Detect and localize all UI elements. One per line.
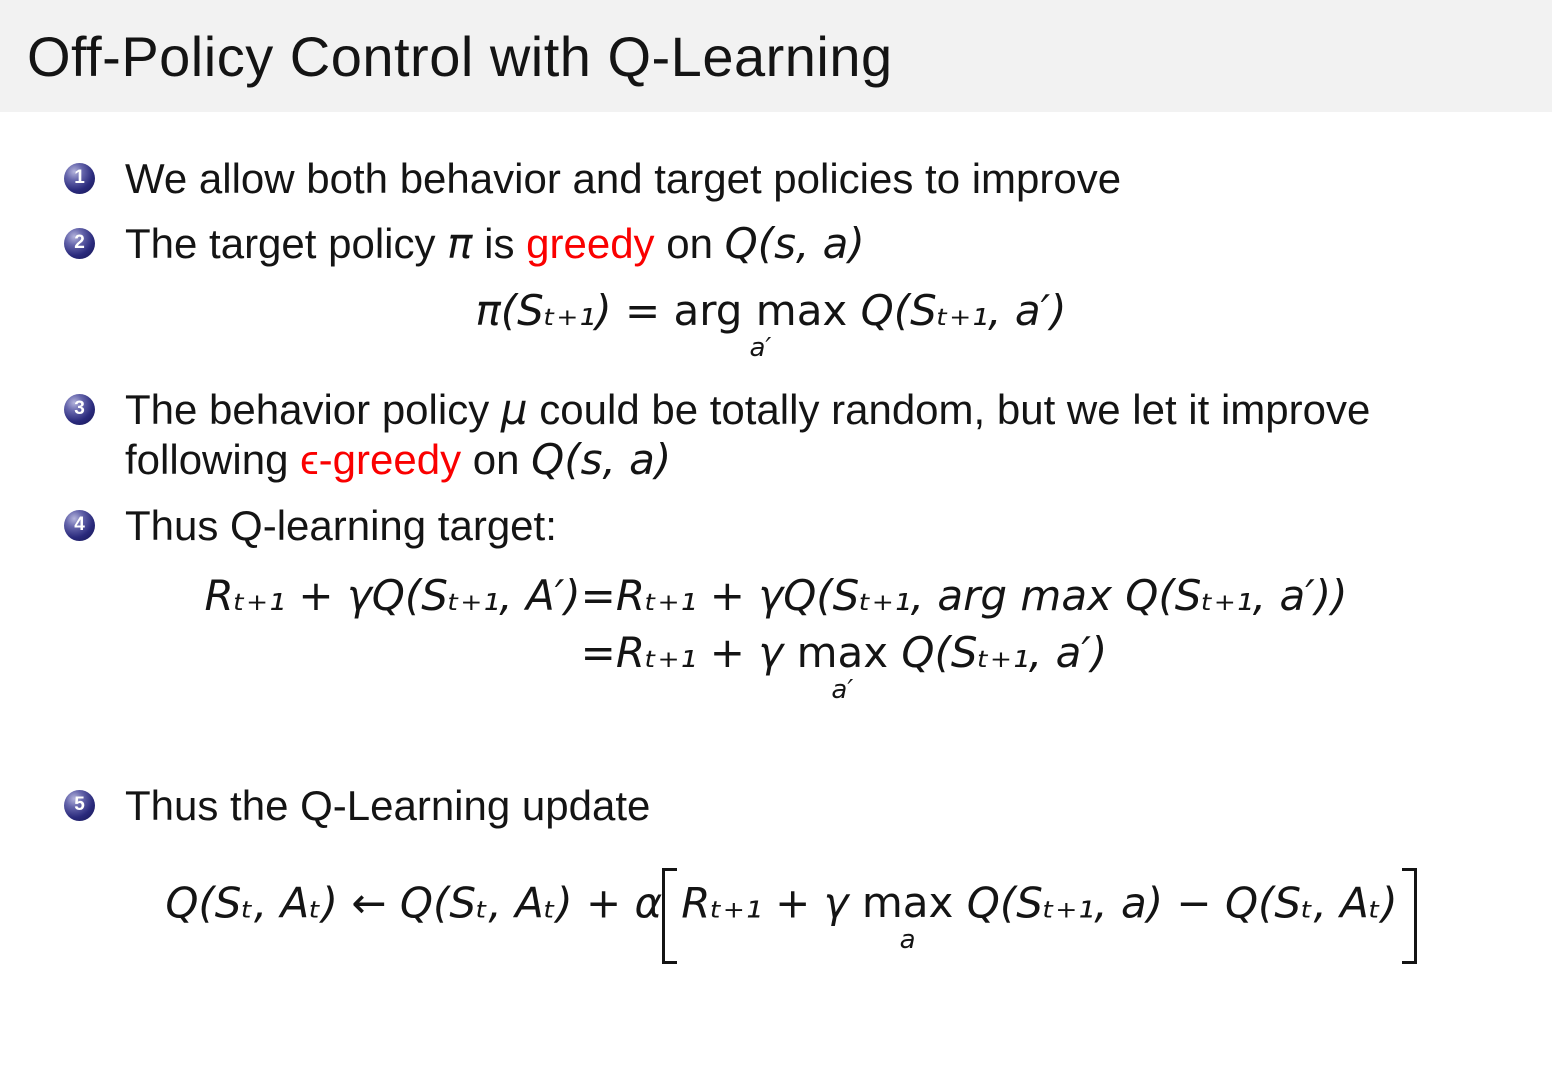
item-1-text: We allow both behavior and target policies to improve	[125, 155, 1122, 202]
greedy-highlight: greedy	[526, 220, 655, 268]
item-5-text: Thus the Q-Learning update	[125, 782, 651, 830]
target-row1-lhs: Rₜ₊₁ + γQ(Sₜ₊₁, A′)	[204, 571, 581, 621]
bullet-5-badge: 5	[64, 790, 95, 821]
item-3-text	[125, 385, 1518, 486]
argmax-operator	[673, 285, 848, 363]
target-row1-rhs: =Rₜ₊₁ + γQ(Sₜ₊₁, arg max Q(Sₜ₊₁, a′))	[580, 571, 1348, 621]
max-operator	[796, 628, 889, 706]
item-3-line2-mid: on	[461, 436, 532, 484]
update-inner-pre: Rₜ₊₁ + γ	[681, 878, 862, 928]
q-update-equation	[64, 858, 1518, 954]
list-item-2	[64, 219, 1518, 269]
eq1-lhs: π(Sₜ₊₁) =	[475, 285, 674, 335]
mu-symbol: μ	[500, 384, 528, 434]
item-2-text-after: on	[654, 220, 725, 268]
vertical-spacer	[64, 703, 1518, 781]
max-label-update: max	[861, 878, 954, 928]
item-3-line2-before: following	[125, 436, 301, 484]
item-3-line1-after: could be totally random, but we let it improve	[527, 385, 1371, 433]
argmax-label: arg max	[673, 285, 848, 335]
slide-title: Off-Policy Control with Q-Learning	[27, 24, 893, 88]
eq1-rhs: Q(Sₜ₊₁, a′)	[847, 285, 1067, 335]
item-2-text	[125, 219, 1518, 269]
item-4-text: Thus Q-learning target:	[125, 501, 557, 549]
title-bar	[0, 0, 1552, 112]
greedy-policy-equation	[64, 286, 1478, 361]
q-sa-expression: Q(s, a)	[724, 219, 865, 269]
list-item-3	[64, 385, 1518, 486]
pi-symbol: π	[447, 219, 473, 269]
list-item-5	[64, 781, 1518, 831]
max-subscript: a′	[831, 675, 854, 706]
max-subscript-update: a	[899, 925, 916, 956]
bullet-3-badge: 3	[64, 394, 95, 425]
argmax-subscript: a′	[749, 332, 772, 363]
item-2-text-mid: is	[472, 220, 527, 268]
update-inner-post: Q(Sₜ₊₁, a) − Q(Sₜ, Aₜ)	[953, 878, 1398, 928]
update-lhs: Q(Sₜ, Aₜ) ← Q(Sₜ, Aₜ) + α	[165, 878, 663, 928]
left-bracket	[662, 868, 677, 964]
bullet-2-badge: 2	[64, 228, 95, 259]
q-target-equation	[64, 571, 1488, 706]
epsilon-greedy-highlight: ϵ-greedy	[300, 436, 462, 484]
max-label: max	[796, 628, 889, 678]
target-row2-lhs	[204, 628, 580, 703]
list-item-4	[64, 501, 1518, 551]
target-row2-rhs: =Rₜ₊₁ + γ max a′ Q(Sₜ₊₁, a′)	[580, 628, 1108, 706]
item-2-text-before: The target policy	[125, 220, 448, 268]
list-item-1	[64, 154, 1518, 204]
item-3-line1-before: The behavior policy	[125, 385, 501, 433]
slide-content	[0, 112, 1552, 954]
max-operator-update	[861, 878, 954, 956]
bullet-1-badge: 1	[64, 163, 95, 194]
right-bracket	[1402, 868, 1417, 964]
q-sa-expression-2: Q(s, a)	[531, 435, 672, 485]
bullet-4-badge: 4	[64, 510, 95, 541]
